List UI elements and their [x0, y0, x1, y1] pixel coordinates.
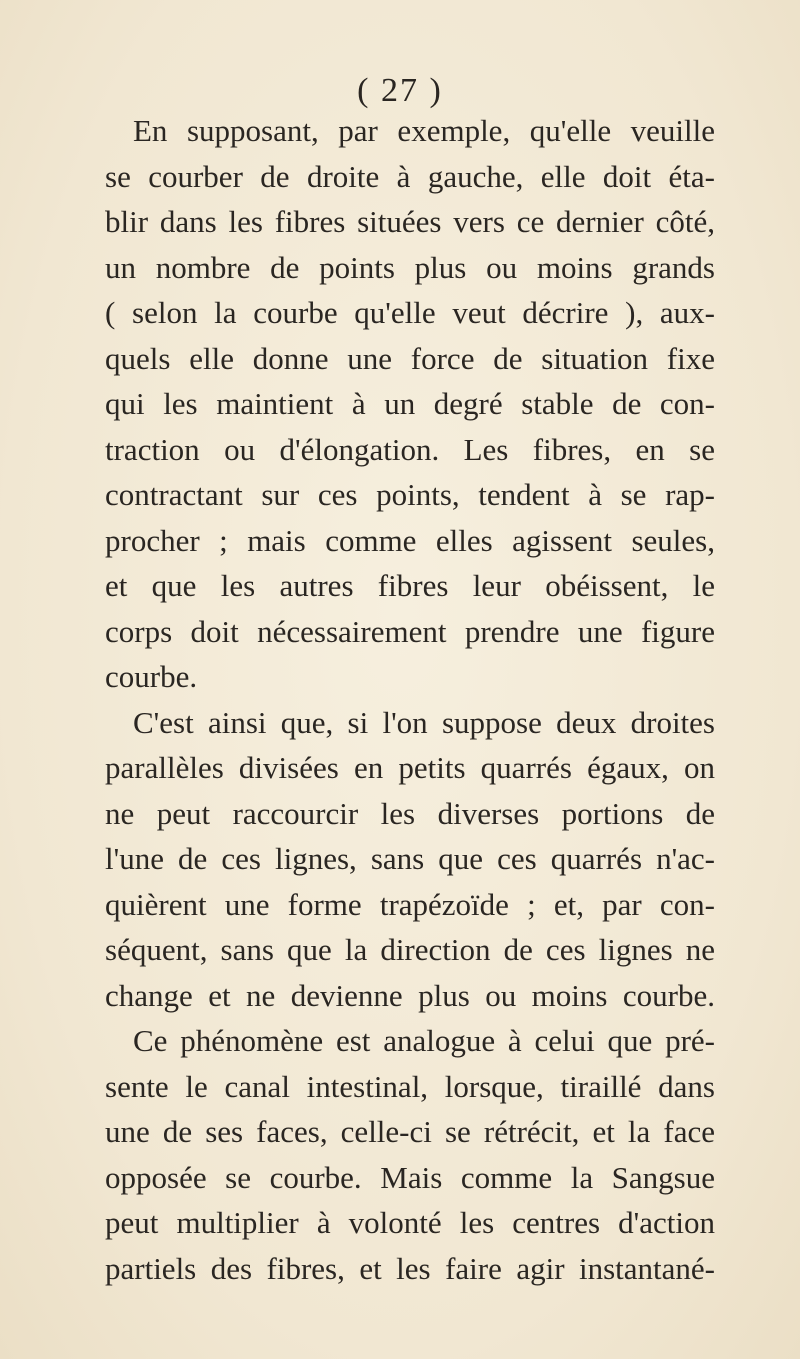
text-line: et que les autres fibres leur obéissent, le [105, 568, 715, 603]
text-line: change et ne devienne plus ou moins courbe. [105, 977, 715, 1013]
text-line: quels elle donne une force de situation fixe [105, 340, 715, 376]
text-line: un nombre de points plus ou moins grands [105, 249, 715, 285]
text-line: traction ou d'élongation. Les fibres, en se [105, 431, 715, 467]
text-line: corps doit nécessairement prendre une figure [105, 613, 715, 649]
text-line: parallèles divisées en petits quarrés égaux, on [105, 750, 715, 785]
text-line: se courber de droite à gauche, elle doit éta- [105, 158, 715, 194]
text-line: contractant sur ces points, tendent à se rap- [105, 477, 715, 512]
text-line: opposée se courbe. Mais comme la Sangsue [105, 1159, 715, 1195]
body-text [105, 108, 715, 1291]
text-line: séquent, sans que la direction de ces lignes ne [105, 932, 715, 967]
text-line: partiels des fibres, et les faire agir instantané- [105, 1250, 715, 1286]
text-line: ( selon la courbe qu'elle veut décrire ), aux- [105, 295, 715, 330]
text-line: l'une de ces lignes, sans que ces quarrés n'ac- [105, 841, 715, 876]
text-line: En supposant, par exemple, qu'elle veuille [133, 113, 715, 148]
text-line: blir dans les fibres situées vers ce dernier côté, [105, 204, 715, 239]
text-line: Ce phénomène est analogue à celui que pré- [133, 1023, 715, 1058]
text-line: une de ses faces, celle-ci se rétrécit, et la face [105, 1114, 715, 1149]
text-line: peut multiplier à volonté les centres d'action [105, 1205, 715, 1240]
text-line: courbe. [105, 659, 198, 694]
page-number: ( 27 ) [357, 72, 443, 109]
text-line: ne peut raccourcir les diverses portions de [105, 795, 715, 831]
text-line: sente le canal intestinal, lorsque, tiraillé dans [105, 1068, 715, 1104]
text-line: quièrent une forme trapézoïde ; et, par con- [105, 886, 715, 922]
text-line: qui les maintient à un degré stable de con- [105, 386, 715, 421]
text-line: C'est ainsi que, si l'on suppose deux droites [133, 704, 715, 740]
text-line: procher ; mais comme elles agissent seules, [105, 522, 715, 558]
